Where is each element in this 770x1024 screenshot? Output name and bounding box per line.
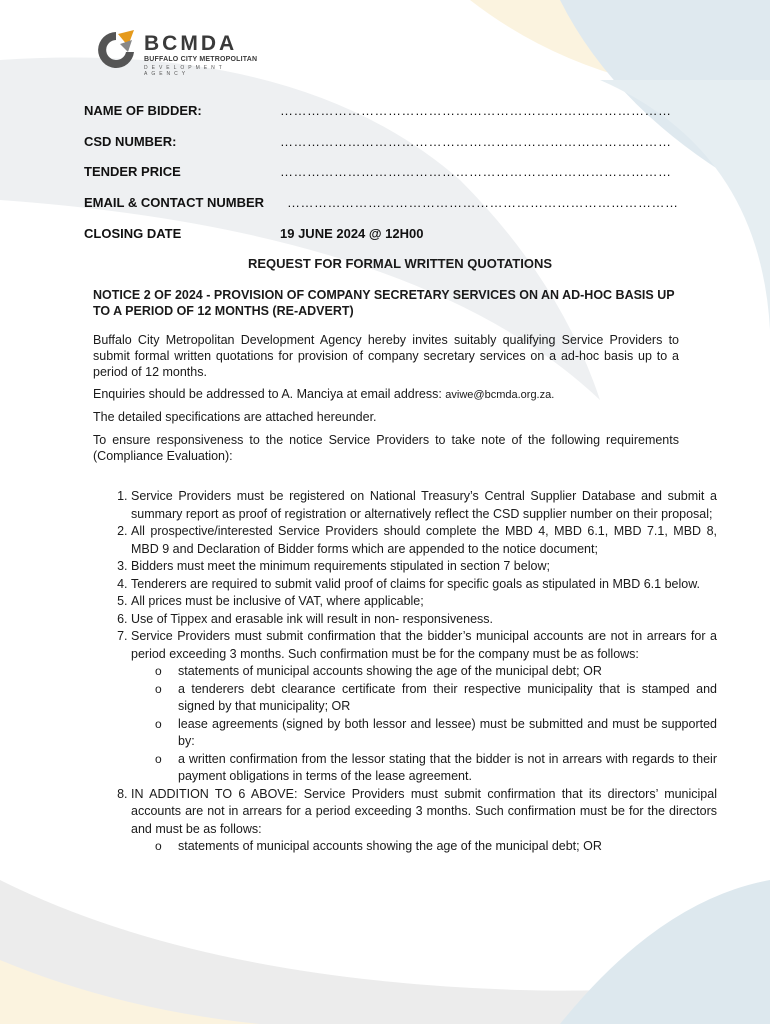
field-label: CSD NUMBER: xyxy=(84,134,177,149)
logo-subtitle: BUFFALO CITY METROPOLITAN xyxy=(144,56,258,63)
sub-item-text: lease agreements (signed by both lessor and lessee) must be submitted and must be supported by: xyxy=(178,716,717,748)
field-value: …………………………………………………………………………… xyxy=(280,103,672,118)
sub-item xyxy=(131,838,717,856)
field-value: …………………………………………………………………………… xyxy=(287,195,679,210)
requirement-text: IN ADDITION TO 6 ABOVE: Service Providers must submit confirmation that its directors’ municipal accounts are not in arrears for a period exceeding 3 months. Such confirmation must be for the directors and must be as follows: xyxy=(131,786,717,836)
requirement-item: 2. All prospective/interested Service Providers should complete the MBD 4, MBD 6.1, MBD 7.1, MBD 8, MBD 9 and Declaration of Bidder forms which are appended to the notice document; xyxy=(131,523,717,558)
enquiries-text: Enquiries should be addressed to A. Manciya at email address: xyxy=(93,387,446,401)
requirement-item: 4. Tenderers are required to submit valid proof of claims for specific goals as stipulated in MBD 6.1 below. xyxy=(131,576,717,594)
enquiries-email: aviwe@bcmda.org.za. xyxy=(445,389,555,401)
requirement-text: Service Providers must submit confirmation that the bidder’s municipal accounts are not in arrears for a period exceeding 3 months. Such confirmation must be for the company must be as follows: xyxy=(131,629,717,661)
requirement-item: 5. All prices must be inclusive of VAT, where applicable; xyxy=(131,593,717,611)
field-label: NAME OF BIDDER: xyxy=(84,103,202,118)
sub-item-text: statements of municipal accounts showing the age of the municipal debt; OR xyxy=(178,664,602,678)
bcmda-logo xyxy=(94,28,274,77)
field-label: TENDER PRICE xyxy=(84,164,181,179)
bullet-icon: o xyxy=(155,751,162,766)
enquiries-paragraph xyxy=(93,386,679,403)
sub-item xyxy=(131,681,717,716)
bullet-icon: o xyxy=(155,839,162,853)
logo-swirl-icon xyxy=(94,28,140,72)
specs-paragraph: The detailed specifications are attached hereunder. xyxy=(93,410,377,424)
notice-title: NOTICE 2 OF 2024 - PROVISION OF COMPANY SECRETARY SERVICES ON AN AD-HOC BASIS UP TO A PERIOD OF 12 MONTHS (RE-ADVERT) xyxy=(93,288,675,318)
intro-paragraph: Buffalo City Metropolitan Development Agency hereby invites suitably qualifying Service Providers to submit formal written quotations for provision of company secretary services on a ad-hoc basis up to a period of 12 months. xyxy=(93,333,679,379)
sub-item-text: a tenderers debt clearance certificate from their respective municipality that is stamped and signed by that municipality; OR xyxy=(178,681,717,713)
field-label: EMAIL & CONTACT NUMBER xyxy=(84,195,265,210)
sub-item-text: statements of municipal accounts showing the age of the municipal debt; OR xyxy=(178,839,602,853)
sub-item xyxy=(131,751,717,786)
field-label: CLOSING DATE xyxy=(84,226,182,241)
requirement-item: 6. Use of Tippex and erasable ink will result in non- responsiveness. xyxy=(131,611,717,629)
closing-date-value: 19 JUNE 2024 @ 12H00 xyxy=(280,226,424,241)
requirement-8-sublist xyxy=(131,838,717,856)
requirement-item-7 xyxy=(131,628,717,786)
logo-agency: DEVELOPMENT AGENCY xyxy=(144,65,226,77)
field-value: …………………………………………………………………………… xyxy=(280,164,672,179)
sub-item xyxy=(131,716,717,751)
bullet-icon: o xyxy=(155,664,162,678)
sub-item xyxy=(131,663,717,681)
requirement-item: 3. Bidders must meet the minimum requirements stipulated in section 7 below; xyxy=(131,558,717,576)
document-heading: REQUEST FOR FORMAL WRITTEN QUOTATIONS xyxy=(247,256,553,271)
logo-name: BCMDA xyxy=(144,32,238,55)
bullet-icon: o xyxy=(155,716,162,731)
field-value: …………………………………………………………………………… xyxy=(280,134,672,149)
requirement-item: 1. Service Providers must be registered on National Treasury’s Central Supplier Database and submit a summary report as proof of registration or alternatively reflect the CSD supplier number on their proposal; xyxy=(131,488,717,523)
requirements-list xyxy=(93,488,717,856)
requirement-item-8 xyxy=(131,786,717,856)
responsiveness-paragraph: To ensure responsiveness to the notice Service Providers to take note of the following requirements (Compliance Evaluation): xyxy=(93,433,679,463)
requirement-7-sublist xyxy=(131,663,717,786)
sub-item-text: a written confirmation from the lessor stating that the bidder is not in arrears with regards to their payment obligations in terms of the lease agreement. xyxy=(178,751,717,783)
bullet-icon: o xyxy=(155,681,162,696)
